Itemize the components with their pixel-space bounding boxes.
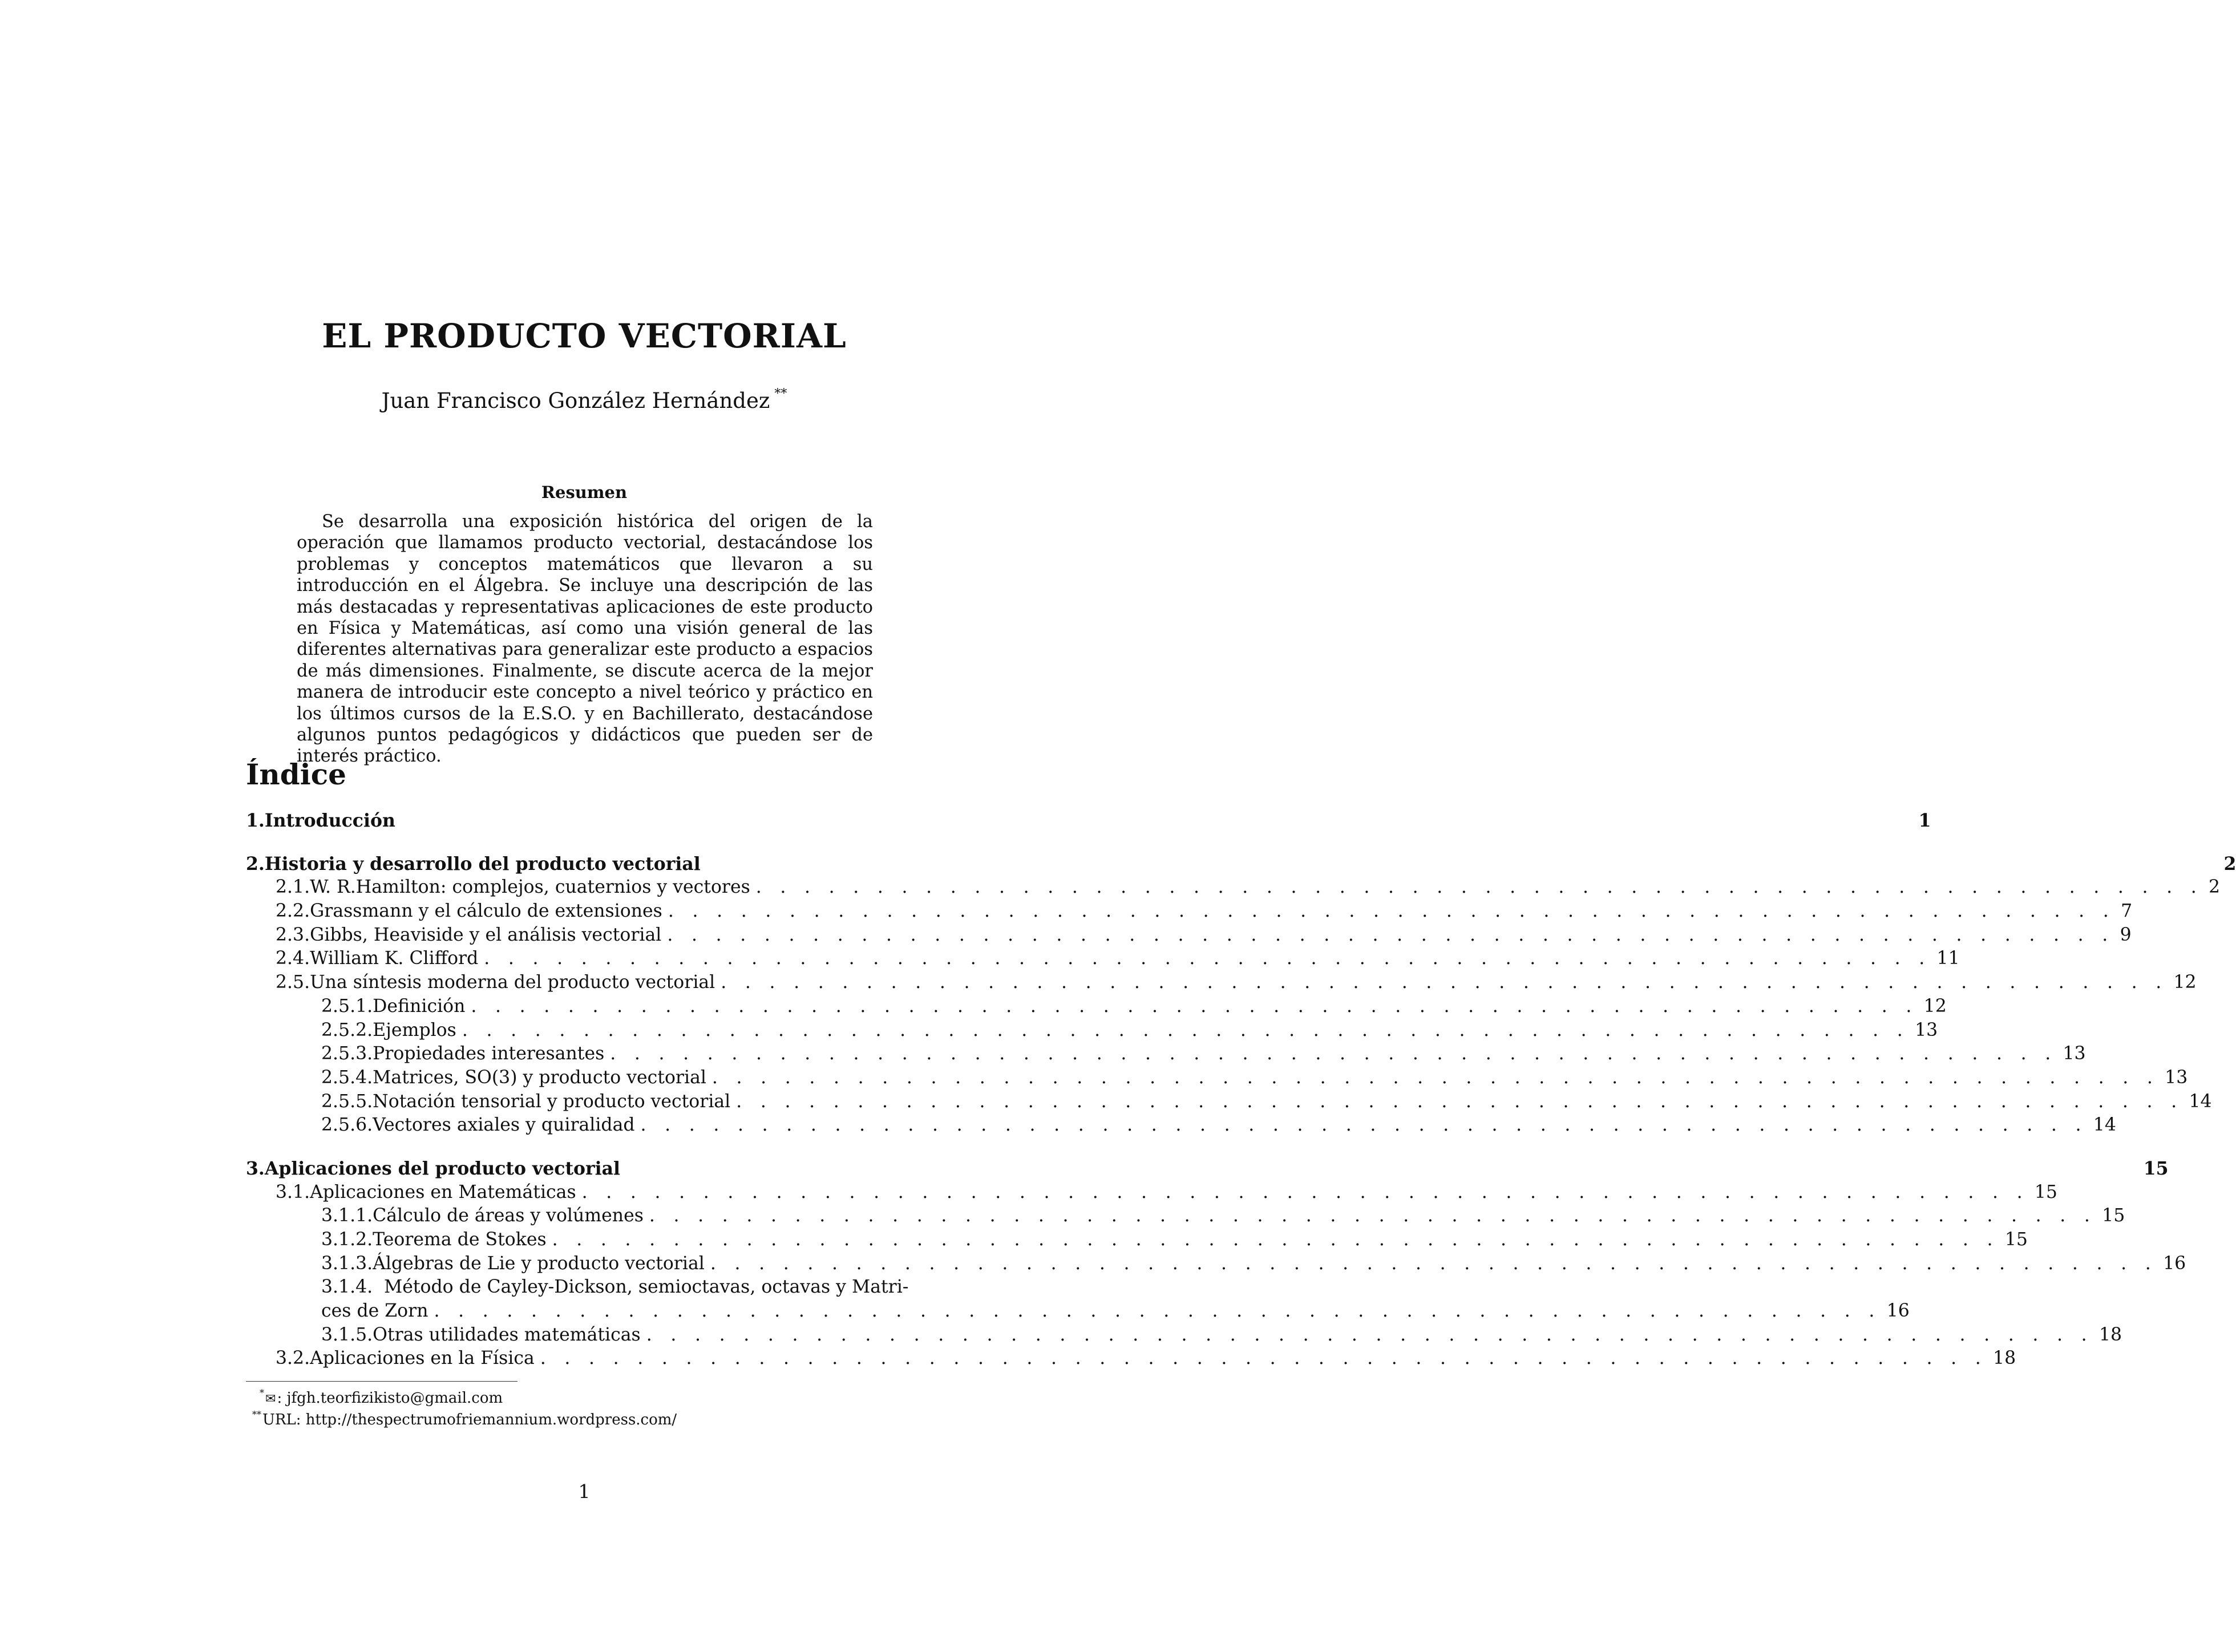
toc-entry-page: 15	[2004, 1229, 2028, 1250]
toc-entry-page: 13	[1915, 1019, 1938, 1040]
toc-entry-number: 2.5.1.	[321, 995, 373, 1017]
toc-entry[interactable]	[246, 995, 1947, 1020]
toc-leader-dots: . . . . . . . . . . . . . . . . . . . . . . . . . . . . . . . . . . . . . . . . . . . . . . . . . . . . . . . . . . . .	[667, 924, 2114, 945]
toc-entry-page: 15	[2143, 1157, 2169, 1179]
toc-leader-dots: . . . . . . . . . . . . . . . . . . . . . . . . . . . . . . . . . . . . . . . . . . . . . . . . . . . . . . . . . . . .	[710, 1253, 2158, 1274]
toc-entry-title: William K. Clifford	[310, 948, 479, 969]
toc-entry-number: 3.1.1.	[321, 1205, 373, 1226]
toc-entry-title: W. R.Hamilton: complejos, cuaternios y vectores	[310, 877, 750, 898]
author-line	[0, 387, 1168, 413]
toc-entry[interactable]	[246, 1348, 2016, 1372]
toc-entry[interactable]	[246, 1253, 2186, 1277]
toc-entry-page: 11	[1936, 948, 1960, 969]
toc-entry-title: Propiedades interesantes	[373, 1043, 605, 1064]
toc-entry-number: 3.	[246, 1157, 265, 1179]
toc-entry-number: 2.5.4.	[321, 1067, 373, 1088]
toc-leader-dots: . . . . . . . . . . . . . . . . . . . . . . . . . . . . . . . . . . . . . . . . . . . . . . . . . . . . . . . . . . . .	[668, 901, 2116, 922]
toc-entry[interactable]	[246, 924, 2132, 949]
toc-entry-page: 2	[2223, 853, 2236, 874]
toc-entry-page: 2	[2209, 877, 2221, 898]
toc-entry-title: Método de Cayley-Dickson, semioctavas, octavas y Matri-	[384, 1277, 909, 1298]
toc-entry-number: 3.1.4.	[321, 1277, 373, 1298]
toc-entry-page: 14	[2093, 1115, 2116, 1136]
toc-entry-number: 2.5.6.	[321, 1115, 373, 1136]
toc-entry[interactable]	[246, 1067, 2188, 1091]
toc-entry-page: 18	[2098, 1324, 2122, 1345]
toc-entry-title: Cálculo de áreas y volúmenes	[373, 1205, 644, 1226]
toc-entry-page: 14	[2189, 1091, 2212, 1112]
toc-entry-number: 3.1.3.	[321, 1253, 373, 1274]
toc-entry-title: Definición	[373, 995, 466, 1017]
toc-entry-number: 3.1.	[276, 1181, 310, 1202]
toc-entry-title: Una síntesis moderna del producto vectorial	[310, 972, 715, 993]
toc-entry[interactable]	[246, 1115, 2116, 1139]
toc-leader-dots: . . . . . . . . . . . . . . . . . . . . . . . . . . . . . . . . . . . . . . . . . . . . . . . . . . . . . . . . . . . .	[711, 1067, 2160, 1088]
toc-entry[interactable]	[246, 1043, 2086, 1067]
toc-entry[interactable]	[246, 877, 2221, 901]
footnote-email	[260, 1387, 503, 1407]
toc-entry-number: 2.5.3.	[321, 1043, 373, 1064]
email-icon: ✉	[265, 1392, 276, 1406]
toc-entry-title: Vectores axiales y quiralidad	[373, 1115, 635, 1136]
page-number: 1	[578, 1480, 591, 1503]
toc-entry-title: Ejemplos	[373, 1019, 456, 1040]
toc-leader-dots: . . . . . . . . . . . . . . . . . . . . . . . . . . . . . . . . . . . . . . . . . . . . . . . . . . . . . . . . . . . .	[640, 1115, 2088, 1136]
toc-entry-continuation[interactable]	[246, 1301, 1910, 1325]
toc-entry-number: 2.4.	[276, 948, 310, 969]
toc-entry-title: Introducción	[264, 810, 395, 831]
toc-entry-number: 1.	[246, 810, 265, 831]
footnote-mark: *	[260, 1387, 264, 1398]
footnote-text: : jfgh.teorfizikisto@gmail.com	[277, 1390, 503, 1407]
toc-entry-title: Álgebras de Lie y producto vectorial	[373, 1253, 705, 1274]
toc-entry[interactable]	[246, 810, 1931, 834]
toc-entry-page: 7	[2121, 901, 2133, 922]
toc-entry-number: 2.5.	[276, 972, 310, 993]
toc-leader-dots: . . . . . . . . . . . . . . . . . . . . . . . . . . . . . . . . . . . . . . . . . . . . . . . . . . . . . . . . . . . .	[581, 1181, 2029, 1202]
toc-entry-number: 2.2.	[276, 901, 310, 922]
toc-entry-title: Notación tensorial y producto vectorial	[373, 1091, 731, 1112]
toc-entry-page: 18	[1993, 1348, 2016, 1369]
toc-entry[interactable]	[246, 1277, 923, 1301]
toc-entry[interactable]	[246, 1019, 1938, 1044]
toc-entry-number: 3.1.2.	[321, 1229, 373, 1250]
toc-entry-page: 16	[2163, 1253, 2186, 1274]
footnote-rule	[246, 1381, 517, 1382]
toc-leader-dots: . . . . . . . . . . . . . . . . . . . . . . . . . . . . . . . . . . . . . . . . . . . . . . . . . . . . . . . . . . . .	[721, 972, 2168, 993]
toc-entry[interactable]	[246, 1205, 2125, 1229]
toc-entry-title: Aplicaciones en la Física	[310, 1348, 535, 1369]
footnote-url	[252, 1409, 677, 1428]
toc-entry-number: 2.5.5.	[321, 1091, 373, 1112]
toc-entry-title: Aplicaciones en Matemáticas	[310, 1181, 576, 1202]
toc-leader-dots: . . . . . . . . . . . . . . . . . . . . . . . . . . . . . . . . . . . . . . . . . . . . . . . . . . . . . . . . . . . .	[552, 1229, 1999, 1250]
toc-entry[interactable]	[246, 853, 2236, 877]
toc-leader-dots: . . . . . . . . . . . . . . . . . . . . . . . . . . . . . . . . . . . . . . . . . . . . . . . . . . . . . . . . . . . .	[755, 877, 2203, 898]
toc-entry-title: Historia y desarrollo del producto vectorial	[264, 853, 701, 874]
toc-entry[interactable]	[246, 901, 2133, 925]
toc-entry[interactable]	[246, 1157, 2169, 1182]
toc-entry-number: 2.	[246, 853, 265, 874]
toc-leader-dots: . . . . . . . . . . . . . . . . . . . . . . . . . . . . . . . . . . . . . . . . . . . . . . . . . . . . . . . . . . . .	[610, 1043, 2057, 1064]
toc-entry[interactable]	[246, 948, 1960, 972]
toc-entry-title: Matrices, SO(3) y producto vectorial	[373, 1067, 706, 1088]
toc-entry[interactable]	[246, 1229, 2028, 1253]
toc-entry-page: 15	[2102, 1205, 2125, 1226]
footnote-mark: **	[252, 1409, 261, 1420]
toc-gap	[246, 1139, 923, 1158]
toc-gap	[246, 834, 923, 853]
toc-entry-number: 2.5.2.	[321, 1019, 373, 1040]
author-name: Juan Francisco González Hernández	[381, 388, 770, 413]
toc-entry-page: 12	[2173, 972, 2197, 993]
toc-leader-dots: . . . . . . . . . . . . . . . . . . . . . . . . . . . . . . . . . . . . . . . . . . . . . . . . . . . . . . . . . . . .	[471, 995, 1918, 1017]
toc-entry[interactable]	[246, 1091, 2212, 1115]
toc-leader-dots: . . . . . . . . . . . . . . . . . . . . . . . . . . . . . . . . . . . . . . . . . . . . . . . . . . . . . . . . . . . .	[462, 1019, 1910, 1040]
paper-title: EL PRODUCTO VECTORIAL	[322, 317, 847, 355]
toc-leader-dots: . . . . . . . . . . . . . . . . . . . . . . . . . . . . . . . . . . . . . . . . . . . . . . . . . . . . . . . . . . . .	[649, 1205, 2097, 1226]
abstract-heading: Resumen	[541, 483, 628, 502]
toc-entry[interactable]	[246, 972, 2197, 996]
toc-entry-page: 15	[2034, 1181, 2057, 1202]
author-footnote-mark: **	[774, 387, 787, 401]
toc-entry-page: 12	[1923, 995, 1947, 1017]
toc-entry-page: 13	[2165, 1067, 2188, 1088]
toc-leader-dots: . . . . . . . . . . . . . . . . . . . . . . . . . . . . . . . . . . . . . . . . . . . . . . . . . . . . . . . . . . . .	[646, 1324, 2093, 1345]
toc-entry-page: 16	[1886, 1301, 1910, 1322]
toc-entry-number: 3.2.	[276, 1348, 310, 1369]
table-of-contents	[246, 810, 2236, 1372]
toc-entry-title: Otras utilidades matemáticas	[373, 1324, 641, 1345]
toc-entry[interactable]	[246, 1181, 2057, 1206]
footnote-text: URL: http://thespectrumofriemannium.wordpress.com/	[262, 1411, 677, 1428]
toc-leader-dots: . . . . . . . . . . . . . . . . . . . . . . . . . . . . . . . . . . . . . . . . . . . . . . . . . . . . . . . . . . . .	[736, 1091, 2184, 1112]
toc-entry-title: Teorema de Stokes	[373, 1229, 547, 1250]
toc-title: Índice	[246, 758, 346, 791]
toc-entry-title: ces de Zorn	[321, 1301, 428, 1322]
toc-entry-number: 2.3.	[276, 924, 310, 945]
toc-entry-page: 1	[1918, 810, 1931, 831]
toc-entry-title: Grassmann y el cálculo de extensiones	[310, 901, 662, 922]
toc-entry-number: 2.1.	[276, 877, 310, 898]
toc-entry-number: 3.1.5.	[321, 1324, 373, 1345]
toc-leader-dots: . . . . . . . . . . . . . . . . . . . . . . . . . . . . . . . . . . . . . . . . . . . . . . . . . . . . . . . . . . . .	[434, 1301, 1881, 1322]
toc-leader-dots: . . . . . . . . . . . . . . . . . . . . . . . . . . . . . . . . . . . . . . . . . . . . . . . . . . . . . . . . . . . .	[484, 948, 1931, 969]
toc-entry[interactable]	[246, 1324, 2122, 1349]
toc-entry-page: 9	[2120, 924, 2132, 945]
toc-leader-dots: . . . . . . . . . . . . . . . . . . . . . . . . . . . . . . . . . . . . . . . . . . . . . . . . . . . . . . . . . . . .	[540, 1348, 1988, 1369]
abstract-text: Se desarrolla una exposición histórica del origen de la operación que llamamos producto vectorial, destacándose los problemas y conceptos matemáticos que llevaron a su introducción en el Álgebra. Se incluye una descripción de las más destacadas y representativas aplicaciones de este producto en Física y Matemáticas, así como una visión general de las diferentes alternativas para generalizar este producto a espacios de más dimensiones. Finalmente, se discute acerca de la mejor manera de introducir este concepto a nivel teórico y práctico en los últimos cursos de la E.S.O. y en Bachillerato, destacándose algunos puntos pedagógicos y didácticos que pueden ser de interés práctico.	[297, 512, 873, 767]
toc-entry-title: Gibbs, Heaviside y el análisis vectorial	[310, 924, 662, 945]
toc-entry-page: 13	[2063, 1043, 2086, 1064]
toc-entry-title: Aplicaciones del producto vectorial	[264, 1157, 620, 1179]
